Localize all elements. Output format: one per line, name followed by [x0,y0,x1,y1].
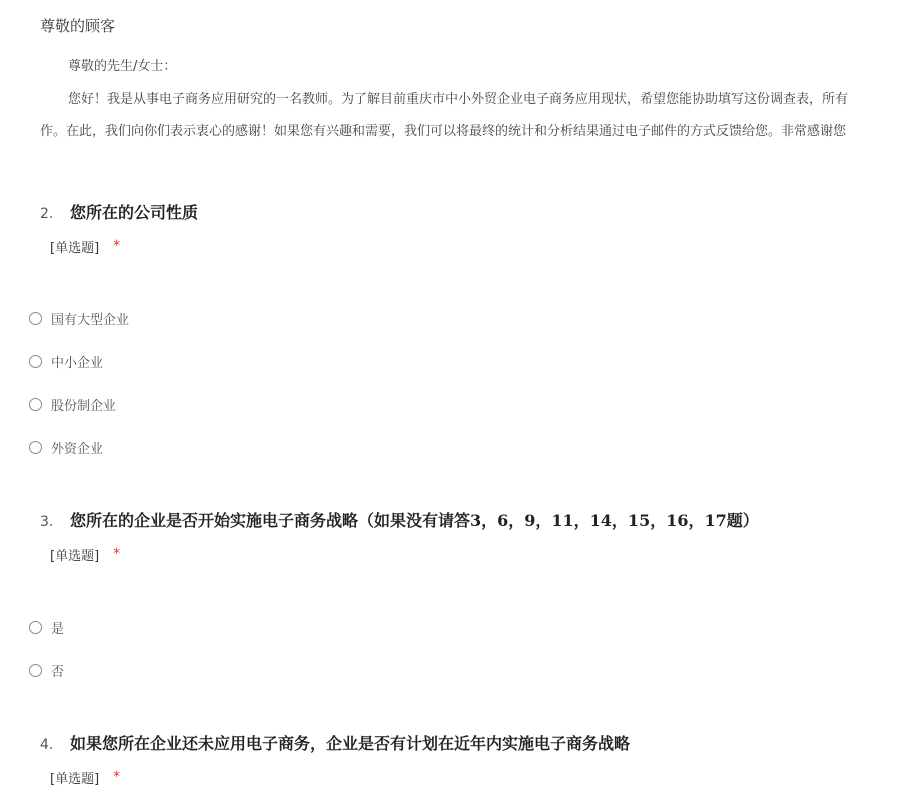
option-label: 国有大型企业 [51,312,130,328]
option-label: 是 [51,621,65,637]
radio-button[interactable] [29,664,42,677]
survey-intro [40,16,900,139]
question-4 [40,731,900,787]
radio-button[interactable] [29,621,42,634]
radio-button[interactable] [29,398,42,411]
radio-button[interactable] [29,355,42,368]
question-title: 如果您所在企业还未应用电子商务，企业是否有计划在近年内实施电子商务战略 [70,734,631,753]
required-mark: * [113,769,121,785]
question-3 [40,508,900,564]
required-mark: * [113,546,121,562]
intro-salutation: 尊敬的先生/女士： [68,59,177,74]
question-title: 您所在的企业是否开始实施电子商务战略（如果没有请答3，6，9，11，14，15，16，17题） [70,511,759,530]
option-joint-stock[interactable] [29,393,729,415]
option-no[interactable] [29,659,729,681]
question-type-label: [单选题] [50,240,100,256]
option-label: 股份制企业 [51,398,117,414]
required-mark: * [113,238,121,254]
question-type-label: [单选题] [50,771,100,787]
radio-button[interactable] [29,441,42,454]
question-title: 您所在的公司性质 [70,203,199,222]
option-yes[interactable] [29,616,729,638]
question-type-label: [单选题] [50,548,100,564]
option-label: 中小企业 [51,355,104,371]
radio-button[interactable] [29,312,42,325]
intro-paragraph-line-2: 作。在此，我们向你们表示衷心的感谢！如果您有兴趣和需要，我们可以将最终的统计和分析结果通过电子邮件的方式反馈给您。非常感谢您 [40,124,847,139]
question-number: 3. [40,514,54,530]
option-label: 外资企业 [51,441,104,457]
option-label: 否 [51,664,65,680]
option-foreign-owned[interactable] [29,436,729,458]
question-2-options [29,307,729,458]
question-2 [40,200,900,256]
question-3-options [29,616,729,681]
intro-paragraph-line-1: 您好！我是从事电子商务应用研究的一名教师。为了解目前重庆市中小外贸企业电子商务应用现状，希望您能协助填写这份调查表，所有 [68,92,849,107]
question-number: 2. [40,206,54,222]
question-number: 4. [40,737,54,753]
greeting-title: 尊敬的顾客 [40,17,116,35]
option-sme[interactable] [29,350,729,372]
option-state-owned[interactable] [29,307,729,329]
